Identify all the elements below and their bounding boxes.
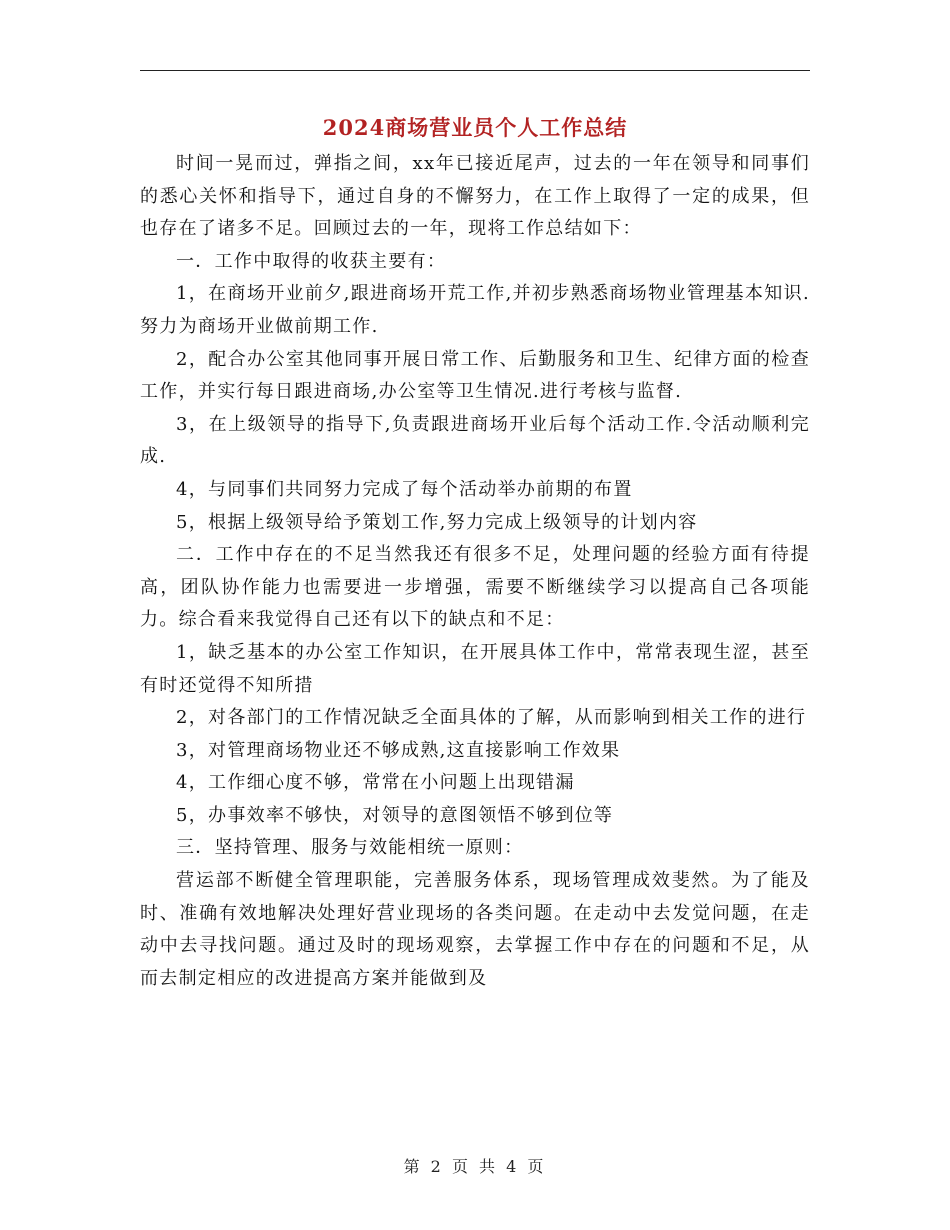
page-footer: 第 2 页 共 4 页 — [403, 1157, 547, 1176]
section-heading: 一．工作中取得的收获主要有： — [176, 250, 447, 272]
paragraph: 时间一晃而过，弹指之间，xx年已接近尾声，过去的一年在领导和同事们的悉心关怀和指导下，通过自身的不懈努力，在工作上取得了一定的成果，但也存在了诸多不足。回顾过去的一年，现将工作总结如下： — [140, 153, 810, 240]
list-item: 4，与同事们共同努力完成了每个活动举办前期的布置 — [176, 478, 633, 500]
list-item: 5，根据上级领导给予策划工作,努力完成上级领导的计划内容 — [176, 511, 698, 533]
header-rule — [140, 70, 810, 71]
paragraph: 营运部不断健全管理职能，完善服务体系，现场管理成效斐然。为了能及时、准确有效地解决处理好营业现场的各类问题。在走动中去发觉问题，在走动中去寻找问题。通过及时的现场观察，去掌握工作中存在的问题和不足，从而去制定相应的改进提高方案并能做到及 — [140, 870, 810, 989]
document-title: 2024商场营业员个人工作总结 — [322, 115, 628, 140]
list-item: 2，配合办公室其他同事开展日常工作、后勤服务和卫生、纪律方面的检查工作，并实行每日跟进商场,办公室等卫生情况.进行考核与监督. — [140, 348, 810, 403]
section-heading: 二．工作中存在的不足当然我还有很多不足，处理问题的经验方面有待提高，团队协作能力也需要进一步增强，需要不断继续学习以提高自己各项能力。综合看来我觉得自己还有以下的缺点和不足： — [140, 544, 810, 631]
document-body — [140, 148, 810, 995]
list-item: 2，对各部门的工作情况缺乏全面具体的了解，从而影响到相关工作的进行 — [176, 707, 807, 729]
list-item: 5，办事效率不够快，对领导的意图领悟不够到位等 — [176, 804, 614, 826]
list-item: 4，工作细心度不够，常常在小问题上出现错漏 — [176, 772, 575, 794]
list-item: 1，在商场开业前夕,跟进商场开荒工作,并初步熟悉商场物业管理基本知识.努力为商场开业做前期工作. — [140, 283, 810, 337]
list-item: 1，缺乏基本的办公室工作知识，在开展具体工作中，常常表现生涩，甚至有时还觉得不知所措 — [140, 641, 810, 696]
section-heading: 三．坚持管理、服务与效能相统一原则： — [176, 837, 524, 859]
list-item: 3，对管理商场物业还不够成熟,这直接影响工作效果 — [176, 739, 621, 761]
list-item: 3，在上级领导的指导下,负责跟进商场开业后每个活动工作.令活动顺利完成. — [140, 413, 810, 468]
